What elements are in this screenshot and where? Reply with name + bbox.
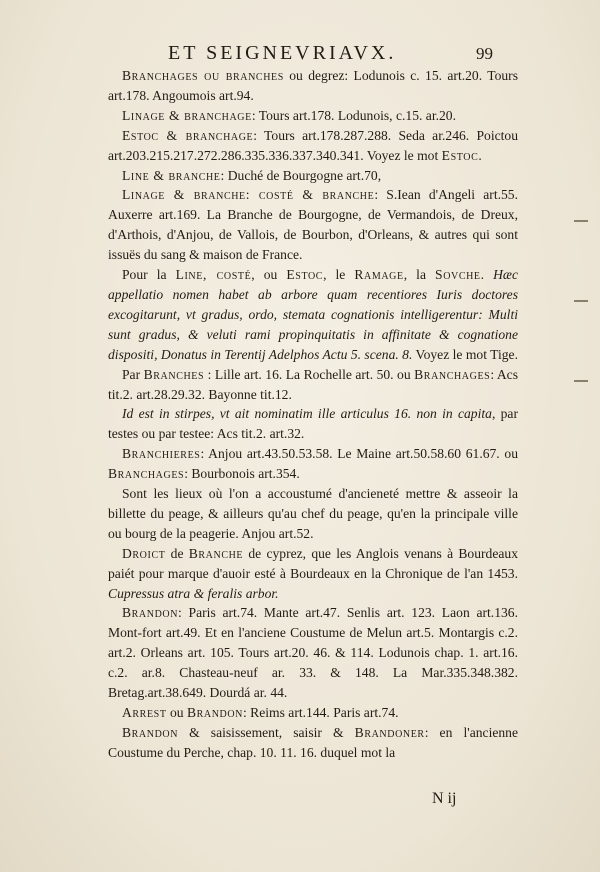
text-run: : S.Iean d'Angeli art.55. Auxerre art.169. La Branche de Bourgogne, de Vermandois, de Dreux, d'Arthois, d'Anjou, de Vallois, de Bourbon, d'Orleans, & autres qui sont issuës du sang & maison de France. — [108, 187, 518, 263]
text-run: Linage & branchage — [122, 107, 252, 123]
paragraph — [108, 166, 518, 186]
page-body — [108, 66, 518, 763]
paragraph — [108, 404, 518, 444]
text-run: : Bourbonois art.354. — [184, 466, 300, 482]
text-run: Pour la — [122, 267, 176, 283]
text-run: , par testes ou par testee: Acs tit.2. art.32. — [108, 406, 518, 442]
text-run: Branchieres — [122, 446, 201, 462]
margin-mark — [574, 220, 588, 222]
paragraph — [108, 66, 518, 106]
paragraph — [108, 444, 518, 484]
paragraph — [108, 484, 518, 544]
text-run: Brandon — [186, 705, 243, 720]
text-run: Cupressus atra & feralis arbor. — [108, 585, 279, 601]
text-run: ou degrez: Lodunois c. 15. art.20. Tours art.178. Angoumois art.94. — [108, 68, 518, 103]
text-run: : Lille art. 16. La Rochelle art. 50. ou — [204, 366, 415, 382]
page-header — [0, 42, 600, 66]
text-run: Brandon — [122, 724, 179, 740]
paragraph — [108, 106, 518, 126]
text-run: & saisissement, saisir & — [178, 724, 355, 740]
margin-mark — [574, 380, 588, 382]
text-run: de cyprez, que les Anglois venans à Bourdeaux paiét pour marque d'auoir esté à Bourdeaux en la Chronique de l'an 1453. — [108, 545, 518, 581]
text-run: : Anjou art.43.50.53.58. Le Maine art.50.58.60 61.67. ou — [200, 446, 518, 462]
text-run: . — [480, 267, 494, 283]
text-run: : Reims art.144. Paris art.74. — [242, 705, 399, 720]
text-run: Branchages — [414, 366, 491, 382]
text-run: Hæc appellatio nomen habet ab arbore quam recentiores Iuris doctores excogitarunt, vt gradus, ordo, stemata cognationis intelligerentur: Multi sunt gradus, & veluti rami propinquitatis in affinitate & cognatione dispositi, Donatus in Terentij Adelphos Actu 5. scena. 8. — [108, 267, 519, 362]
margin-mark — [574, 300, 588, 302]
paragraph — [108, 603, 518, 703]
text-run: Estoc — [441, 147, 479, 163]
signature-mark: N ij — [432, 790, 457, 807]
text-run: Line, costé — [175, 267, 252, 283]
text-run: , le — [323, 267, 355, 283]
text-run: : en l'ancienne Coustume du Perche, chap. 10. 11. 16. duquel mot la — [108, 724, 519, 760]
text-run: : Tours art.178.287.288. Seda ar.246. Poictou art.203.215.217.272.286.335.336.337.340.341. Voyez le mot — [108, 127, 518, 163]
text-run: Id est in stirpes, vt ait nominatim ille articulus 16. non in capita — [122, 406, 492, 422]
paragraph — [108, 126, 518, 166]
text-run: ou — [166, 705, 187, 720]
text-run: . — [478, 147, 482, 163]
text-run: Branchages — [108, 466, 185, 482]
text-run: Brandoner — [354, 724, 425, 740]
text-run: : Duché de Bourgogne art.70, — [220, 167, 382, 183]
paragraph — [108, 185, 518, 265]
paragraph — [108, 365, 518, 405]
text-run: Brandon — [122, 605, 179, 621]
page-number: 99 — [476, 44, 493, 63]
text-run: Voyez le mot Tige. — [412, 346, 518, 362]
running-title: ET SEIGNEVRIAVX. — [168, 42, 397, 64]
text-run: Branchages ou branches — [122, 68, 284, 83]
text-run: Estoc — [286, 267, 324, 283]
text-run: : Acs tit.2. art.28.29.32. Bayonne tit.12. — [108, 366, 518, 402]
text-run: Line & branche — [122, 167, 221, 183]
text-run: Branches — [143, 366, 205, 382]
text-run: Branche — [188, 545, 244, 561]
text-run: Droict — [122, 545, 166, 561]
text-run: , ou — [251, 267, 287, 283]
text-run: Arrest — [122, 705, 167, 720]
text-run: Ramage — [354, 267, 404, 283]
text-run: Sovche — [435, 267, 481, 283]
text-run: Estoc & branchage — [122, 127, 254, 143]
paragraph — [108, 544, 518, 604]
text-run: Sont les lieux où l'on a accoustumé d'ancieneté mettre & asseoir la billette du peage, & ailleurs qu'au chef du peage, qu'en la principale ville ou bourg de la peagerie. Anjou art.52. — [108, 486, 518, 541]
text-run: de — [165, 545, 189, 561]
text-run: Linage & branche: costé & branche — [122, 187, 375, 203]
text-run: Par — [122, 366, 144, 382]
paragraph — [108, 723, 518, 763]
text-run: , la — [403, 267, 436, 283]
text-run: : Tours art.178. Lodunois, c.15. ar.20. — [251, 107, 457, 123]
paragraph — [108, 265, 518, 365]
text-run: : Paris art.74. Mante art.47. Senlis art. 123. Laon art.136. Mont-fort art.49. Et en l'anciene Coustume de Melun art.5. Montargis c.2. art.2. Orleans art. 105. Tours art.20. 46. & 114. Lodunois chap. 1. art.16. c.2. ar.8. Chasteau-neuf ar. 33. & 148. La Mar.335.348.382. Bretag.art.38.649. Dourdá ar. 44. — [108, 605, 518, 701]
paragraph — [108, 703, 518, 723]
